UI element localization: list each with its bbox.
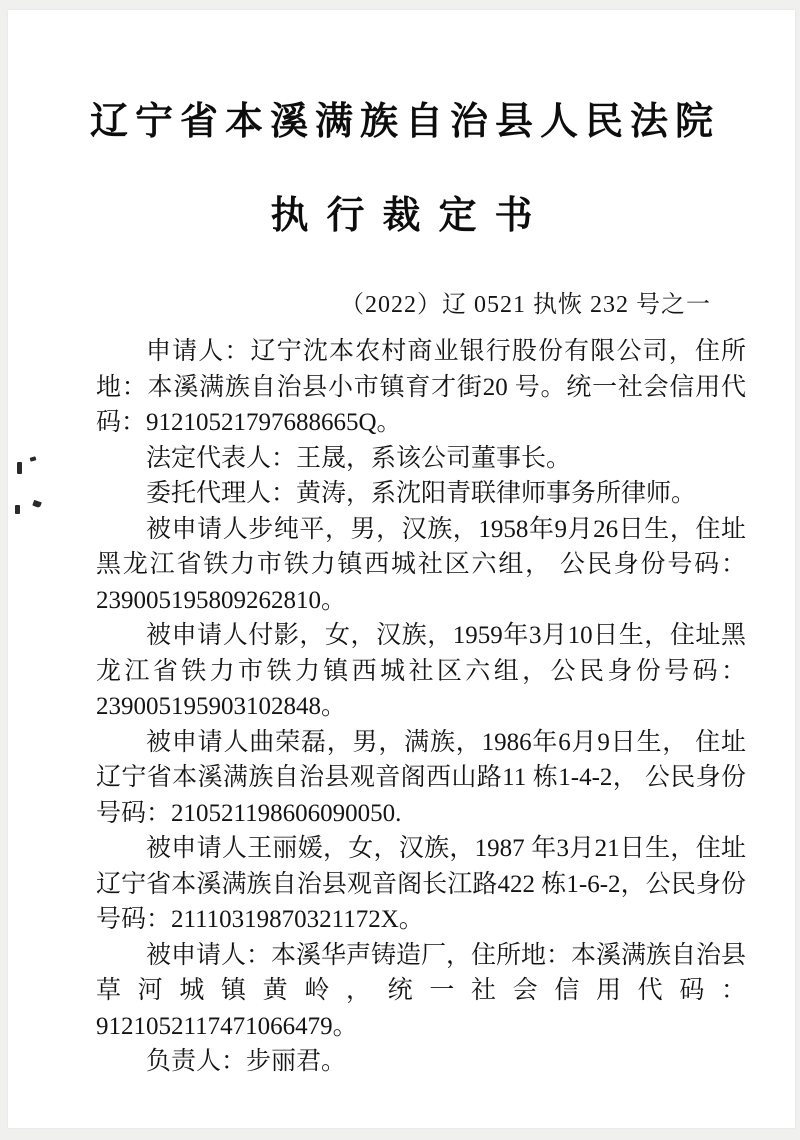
scan-artifact bbox=[15, 505, 20, 514]
court-name: 辽宁省本溪满族自治县人民法院 bbox=[89, 101, 720, 143]
paragraph-respondent-huasheng-foundry: 被申请人：本溪华声铸造厂，住所地：本溪满族自治县草河城镇黄岭，统一社会信用代码：9121052117471066479。 bbox=[96, 941, 747, 1040]
scan-artifact bbox=[32, 500, 42, 508]
paragraph-entrusted-agent: 委托代理人：黄涛，系沈阳青联律师事务所律师。 bbox=[146, 480, 697, 507]
document-body bbox=[96, 334, 746, 1080]
scan-artifact bbox=[17, 462, 22, 474]
paragraph-legal-representative: 法定代表人：王晟，系该公司董事长。 bbox=[146, 444, 572, 472]
paragraph-respondent-wang-liyuan: 被申请人王丽媛，女，汉族，1987 年3月21日生，住址辽宁省本溪满族自治县观音阁长江路422 栋1-6-2，公民身份号码：21110319870321172X。 bbox=[96, 835, 746, 933]
paragraph-respondent-fu-ying: 被申请人付影，女，汉族，1959年3月10日生，住址黑龙江省铁力市铁力镇西城社区六组，公民身份号码：239005195903102848。 bbox=[96, 622, 746, 720]
document-title: 执行裁定书 bbox=[270, 195, 551, 237]
paragraph-respondent-qu-ronglei: 被申请人曲荣磊，男，满族，1986年6月9日生， 住址辽宁省本溪满族自治县观音阁西山路11 栋1-4-2， 公民身份号码：210521198606090050. bbox=[96, 728, 746, 827]
paragraph-person-in-charge: 负责人：步丽君。 bbox=[146, 1048, 347, 1075]
case-number: （2022）辽 0521 执恢 232 号之一 bbox=[340, 292, 711, 318]
document-page bbox=[8, 10, 795, 1128]
scan-artifact bbox=[30, 456, 37, 461]
paragraph-applicant: 申请人：辽宁沈本农村商业银行股份有限公司，住所地：本溪满族自治县小市镇育才街20 号。统一社会信用代码：91210521797688665Q。 bbox=[96, 338, 746, 436]
paragraph-respondent-bu-chunping: 被申请人步纯平，男，汉族，1958年9月26日生，住址黑龙江省铁力市铁力镇西城社区六组， 公民身份号码：239005195809262810。 bbox=[96, 515, 746, 614]
